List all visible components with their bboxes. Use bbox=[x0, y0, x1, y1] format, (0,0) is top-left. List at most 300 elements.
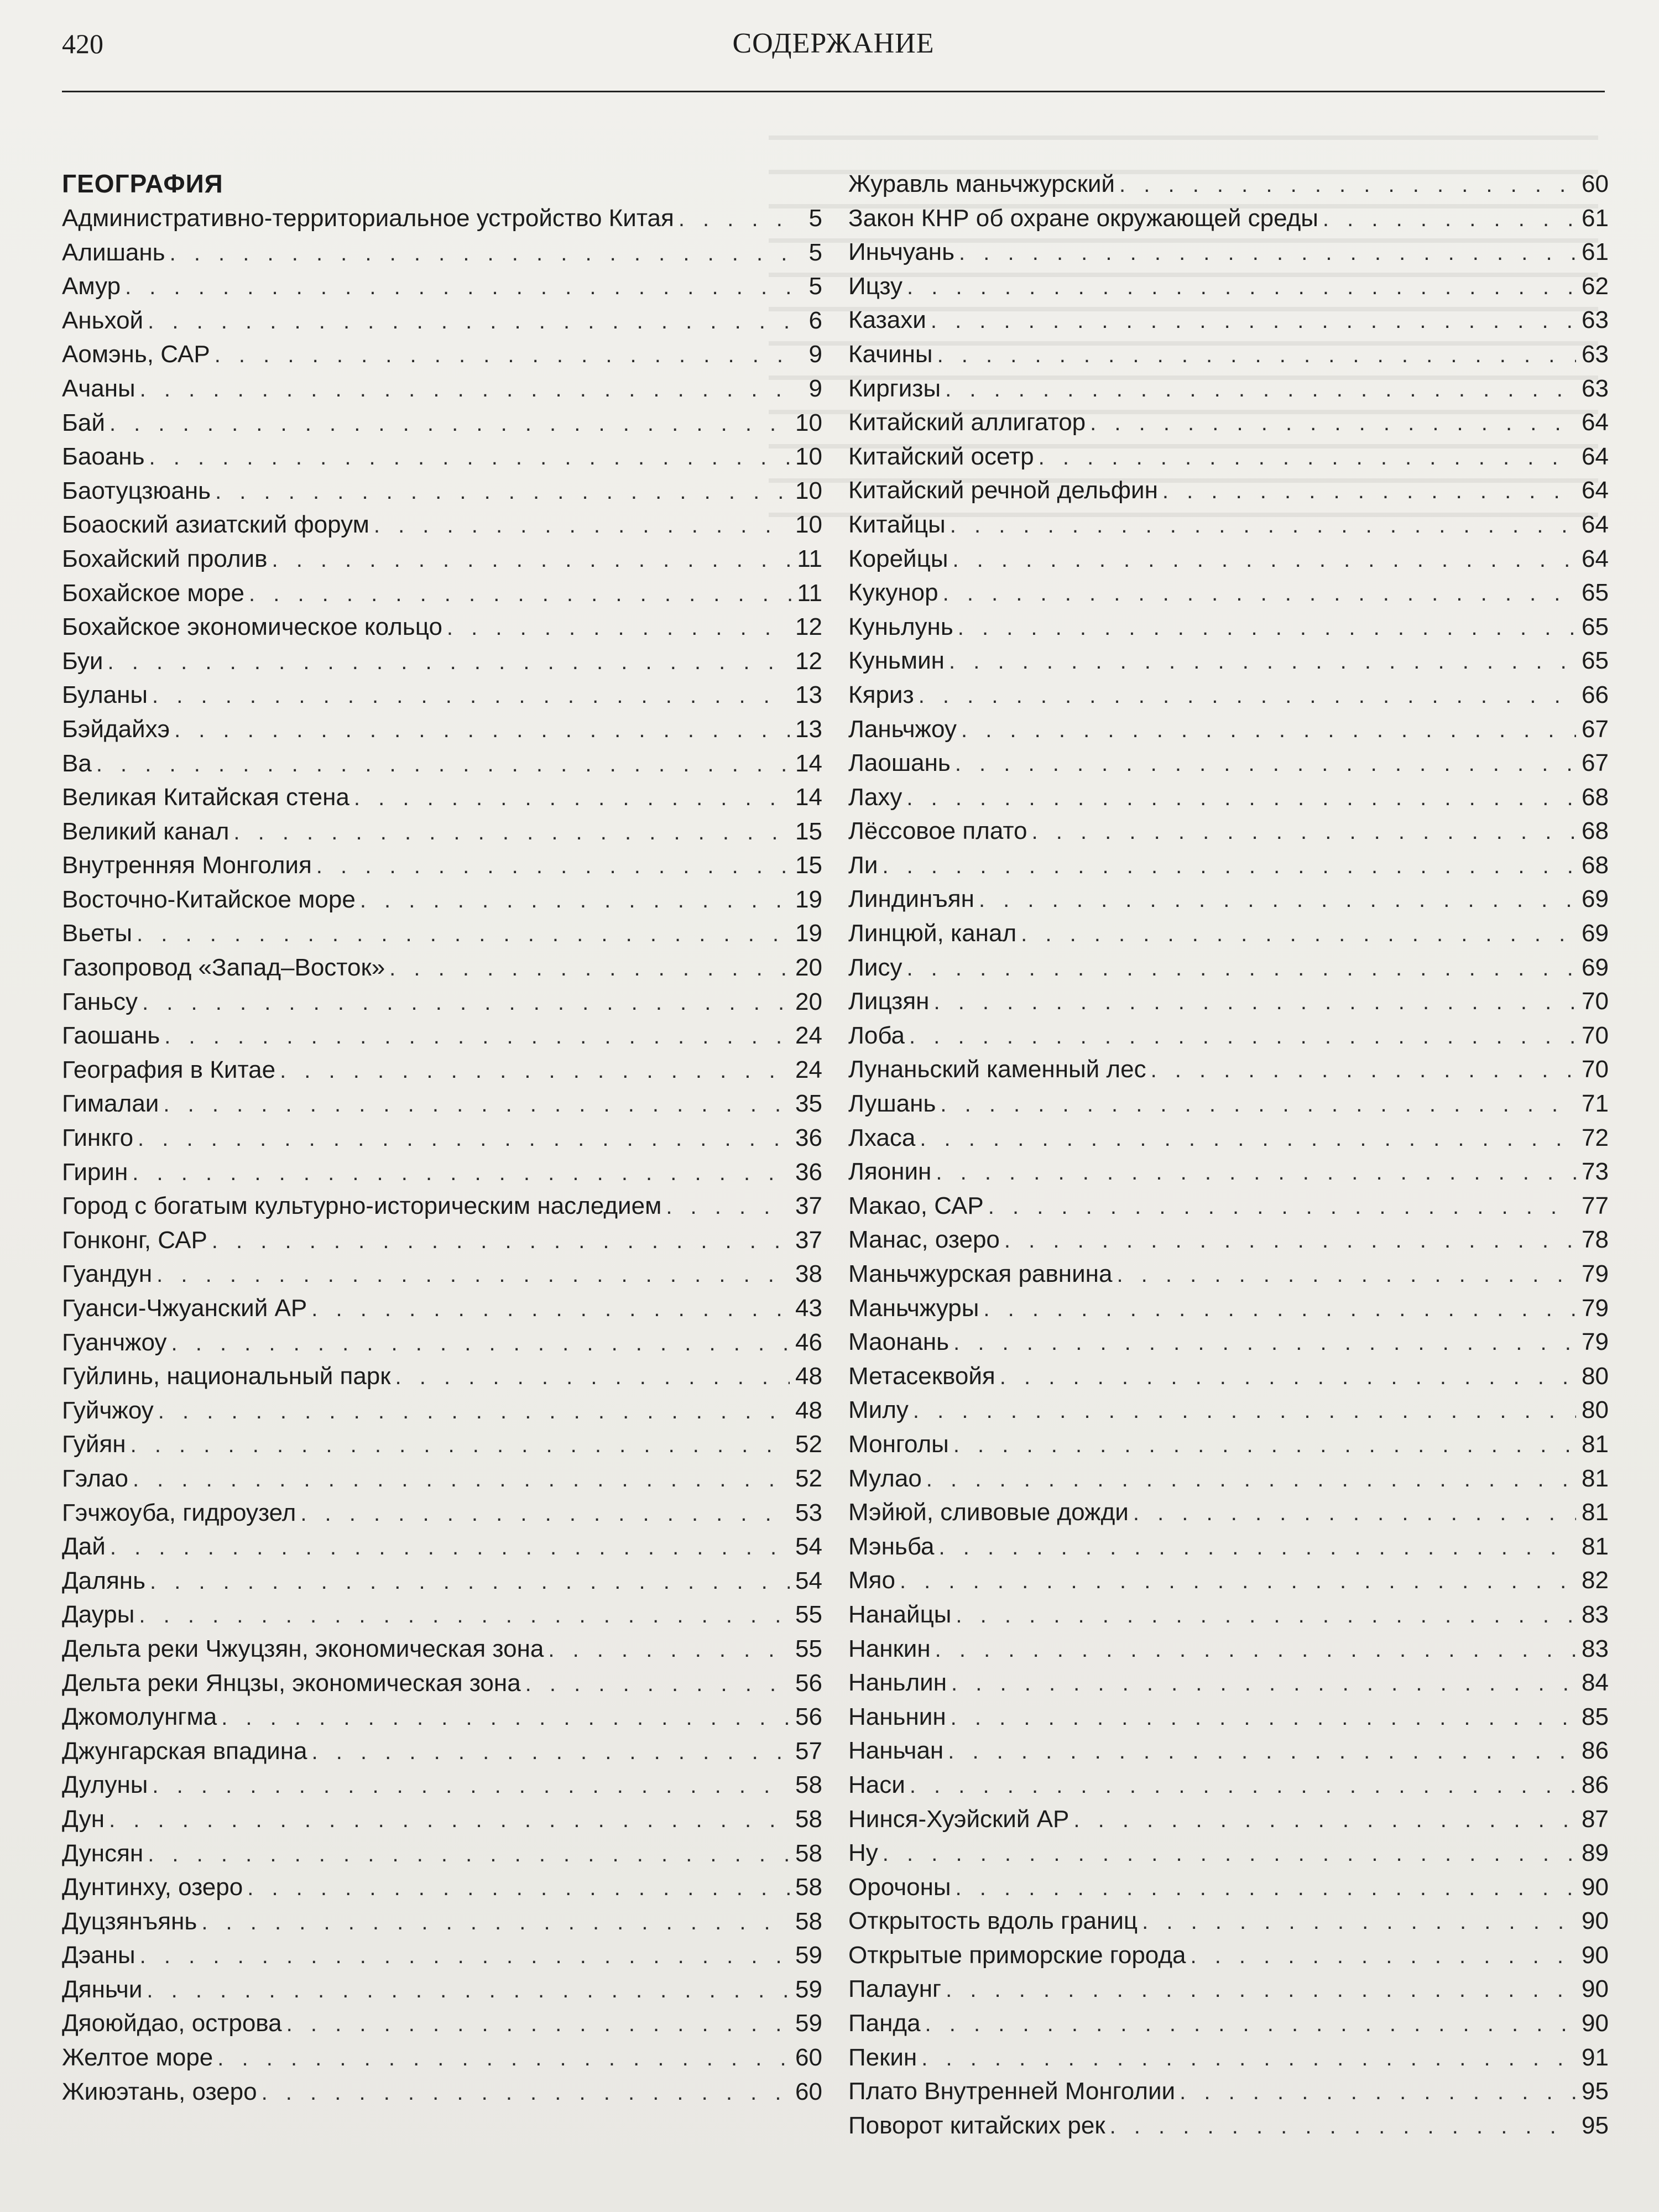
dot-leader bbox=[140, 373, 791, 406]
dot-leader bbox=[149, 441, 790, 474]
toc-entry bbox=[848, 167, 1609, 201]
toc-entry-page: 77 bbox=[1582, 1192, 1609, 1219]
toc-entry-title: Бохайский пролив bbox=[62, 545, 268, 572]
dot-leader bbox=[958, 611, 1576, 644]
dot-leader bbox=[913, 1394, 1576, 1427]
toc-entry-page: 82 bbox=[1582, 1567, 1609, 1594]
toc-entry bbox=[848, 1019, 1609, 1053]
page-number: 420 bbox=[62, 28, 103, 59]
dot-leader bbox=[920, 1122, 1576, 1155]
dot-leader bbox=[131, 1428, 790, 1462]
toc-entry bbox=[848, 1904, 1609, 1938]
toc-entry-page: 10 bbox=[795, 409, 822, 436]
dot-leader bbox=[951, 1701, 1576, 1734]
toc-entry bbox=[848, 1972, 1609, 2006]
toc-entry-page: 9 bbox=[808, 341, 822, 368]
toc-entry bbox=[848, 440, 1609, 474]
toc-entry-page: 38 bbox=[795, 1260, 822, 1288]
toc-entry-page: 67 bbox=[1582, 715, 1609, 743]
toc-entry-page: 90 bbox=[1582, 1941, 1609, 1969]
toc-entry-title: Куньлунь bbox=[848, 613, 953, 640]
toc-entry-title: Город с богатым культурно-историческим наследием bbox=[62, 1192, 662, 1220]
toc-entry bbox=[62, 1870, 822, 1905]
toc-entry-title: Ицзу bbox=[848, 272, 903, 300]
toc-entry-title: Ли bbox=[848, 851, 878, 879]
toc-entry bbox=[848, 1598, 1609, 1632]
dot-leader bbox=[955, 747, 1576, 780]
dot-leader bbox=[952, 543, 1576, 576]
toc-entry bbox=[848, 508, 1609, 542]
toc-entry bbox=[62, 2006, 822, 2041]
toc-entry-page: 37 bbox=[795, 1192, 822, 1220]
toc-entry-title: Дун bbox=[62, 1805, 105, 1833]
toc-entry bbox=[848, 1427, 1609, 1462]
toc-entry-title: Гонконг, САР bbox=[62, 1226, 207, 1254]
toc-entry-page: 68 bbox=[1582, 851, 1609, 879]
toc-entry bbox=[62, 1053, 822, 1087]
toc-entry-page: 63 bbox=[1582, 374, 1609, 402]
toc-entry bbox=[848, 678, 1609, 712]
toc-entry-title: Гэчжоуба, гидроузел bbox=[62, 1499, 296, 1526]
toc-entry bbox=[62, 1973, 822, 2007]
toc-entry-title: Дулуны bbox=[62, 1771, 148, 1799]
dot-leader bbox=[919, 679, 1576, 712]
toc-entry bbox=[848, 882, 1609, 916]
dot-leader bbox=[679, 202, 791, 236]
dot-leader bbox=[1323, 202, 1576, 236]
dot-leader bbox=[988, 1190, 1576, 1223]
dot-leader bbox=[138, 1122, 790, 1155]
toc-entry-page: 58 bbox=[795, 1805, 822, 1833]
dot-leader bbox=[150, 1565, 790, 1598]
dot-leader bbox=[1110, 2110, 1576, 2143]
toc-entry-page: 60 bbox=[795, 2078, 822, 2105]
dot-leader bbox=[1073, 1803, 1576, 1837]
toc-entry bbox=[62, 406, 822, 440]
toc-entry-page: 60 bbox=[1582, 170, 1609, 197]
toc-entry-title: Баоань bbox=[62, 443, 145, 471]
toc-entry bbox=[848, 303, 1609, 337]
toc-entry bbox=[62, 1427, 822, 1462]
toc-entry-page: 56 bbox=[795, 1703, 822, 1731]
toc-entry-page: 19 bbox=[795, 885, 822, 913]
toc-entry bbox=[62, 236, 822, 270]
toc-entry bbox=[62, 1802, 822, 1837]
toc-entry-page: 64 bbox=[1582, 409, 1609, 436]
toc-entry bbox=[848, 2074, 1609, 2109]
toc-entry bbox=[62, 372, 822, 406]
toc-entry-title: Монголы bbox=[848, 1430, 949, 1458]
toc-entry-page: 5 bbox=[808, 205, 822, 232]
toc-entry-page: 91 bbox=[1582, 2043, 1609, 2071]
toc-entry-page: 15 bbox=[795, 852, 822, 879]
toc-entry bbox=[62, 1223, 822, 1258]
dot-leader bbox=[1032, 815, 1577, 848]
toc-entry-title: Нанкин bbox=[848, 1635, 931, 1662]
toc-entry bbox=[848, 1291, 1609, 1326]
toc-entry-title: Киргизы bbox=[848, 374, 941, 402]
toc-entry-page: 69 bbox=[1582, 953, 1609, 981]
dot-leader bbox=[148, 305, 791, 338]
toc-entry-page: 65 bbox=[1582, 613, 1609, 640]
toc-entry-title: Иньчуань bbox=[848, 238, 955, 266]
toc-entry bbox=[848, 814, 1609, 848]
dot-leader bbox=[983, 1292, 1576, 1326]
toc-entry-page: 87 bbox=[1582, 1805, 1609, 1833]
toc-entry-page: 70 bbox=[1582, 1056, 1609, 1083]
toc-entry-title: Желтое море bbox=[62, 2044, 213, 2072]
dot-leader bbox=[907, 270, 1576, 304]
toc-entry-page: 54 bbox=[795, 1567, 822, 1594]
dot-leader bbox=[946, 1973, 1576, 2006]
dot-leader bbox=[937, 338, 1576, 372]
toc-entry-page: 83 bbox=[1582, 1600, 1609, 1628]
toc-entry-title: Лаошань bbox=[848, 749, 951, 777]
toc-entry-page: 73 bbox=[1582, 1158, 1609, 1186]
toc-entry-title: Маньчжуры bbox=[848, 1294, 979, 1322]
toc-entry-title: Лёссовое плато bbox=[848, 817, 1027, 845]
toc-entry-page: 56 bbox=[795, 1669, 822, 1697]
toc-entry-page: 10 bbox=[795, 443, 822, 471]
toc-entry-title: Лхаса bbox=[848, 1124, 916, 1151]
toc-entry bbox=[62, 1530, 822, 1564]
toc-entry-title: Метасеквойя bbox=[848, 1362, 995, 1390]
toc-entry bbox=[62, 644, 822, 679]
toc-entry bbox=[62, 1666, 822, 1700]
toc-entry-page: 59 bbox=[795, 1942, 822, 1969]
toc-entry-page: 90 bbox=[1582, 1907, 1609, 1935]
toc-entry-page: 61 bbox=[1582, 204, 1609, 232]
dot-leader bbox=[286, 2007, 790, 2041]
toc-entry-page: 86 bbox=[1582, 1737, 1609, 1765]
dot-leader bbox=[921, 2042, 1576, 2075]
dot-leader bbox=[110, 1531, 790, 1564]
toc-entry-page: 90 bbox=[1582, 1975, 1609, 2003]
dot-leader bbox=[247, 1871, 790, 1905]
dot-leader bbox=[956, 1871, 1577, 1905]
toc-entry bbox=[848, 610, 1609, 644]
toc-entry-title: Журавль маньчжурский bbox=[848, 170, 1115, 197]
toc-entry-page: 81 bbox=[1582, 1499, 1609, 1526]
dot-leader bbox=[262, 2076, 790, 2109]
toc-entry-title: Лушань bbox=[848, 1090, 936, 1118]
page-header bbox=[62, 22, 1605, 88]
dot-leader bbox=[1000, 1360, 1576, 1394]
dot-leader bbox=[882, 849, 1576, 883]
dot-leader bbox=[1142, 1905, 1576, 1938]
toc-entry-title: Дэаны bbox=[62, 1942, 135, 1969]
toc-entry bbox=[62, 1291, 822, 1326]
toc-entry bbox=[848, 2041, 1609, 2075]
dot-leader bbox=[1117, 1258, 1576, 1291]
toc-entry bbox=[848, 848, 1609, 883]
toc-entry-page: 10 bbox=[795, 477, 822, 504]
toc-entry bbox=[62, 1734, 822, 1768]
toc-entry-title: Ва bbox=[62, 749, 92, 777]
toc-entry-title: Административно-территориальное устройство Китая bbox=[62, 205, 674, 232]
toc-entry-title: Нанайцы bbox=[848, 1600, 952, 1628]
dot-leader bbox=[953, 1326, 1576, 1359]
dot-leader bbox=[938, 1531, 1576, 1564]
dot-leader bbox=[108, 645, 790, 679]
dot-leader bbox=[935, 1633, 1576, 1666]
dot-leader bbox=[548, 1633, 790, 1666]
toc-entry-title: Аомэнь, САР bbox=[62, 341, 210, 368]
toc-entry bbox=[62, 542, 822, 576]
dot-leader bbox=[906, 781, 1576, 815]
toc-entry-title: Дунсян bbox=[62, 1839, 144, 1867]
dot-leader bbox=[147, 1974, 790, 2007]
toc-entry bbox=[62, 440, 822, 474]
toc-entry-page: 84 bbox=[1582, 1669, 1609, 1697]
toc-entry-title: Куньмин bbox=[848, 647, 945, 675]
toc-entry bbox=[848, 644, 1609, 678]
dot-leader bbox=[389, 952, 790, 985]
toc-entry-page: 68 bbox=[1582, 817, 1609, 845]
toc-entry bbox=[62, 1938, 822, 1973]
toc-entry-title: Закон КНР об охране окружающей среды bbox=[848, 204, 1318, 232]
dot-leader bbox=[156, 1258, 790, 1291]
toc-entry bbox=[62, 848, 822, 883]
toc-entry-title: Китайский речной дельфин bbox=[848, 477, 1158, 504]
toc-entry bbox=[62, 1837, 822, 1871]
toc-entry-page: 58 bbox=[795, 1771, 822, 1799]
toc-entry bbox=[848, 1393, 1609, 1427]
toc-entry-title: Великая Китайская стена bbox=[62, 784, 349, 811]
toc-entry-page: 14 bbox=[795, 749, 822, 777]
dot-leader bbox=[316, 849, 790, 883]
dot-leader bbox=[152, 1769, 790, 1802]
dot-leader bbox=[311, 1735, 790, 1768]
toc-entry-title: Наньчан bbox=[848, 1737, 944, 1765]
toc-entry bbox=[848, 984, 1609, 1019]
toc-entry-title: Пекин bbox=[848, 2043, 917, 2071]
toc-entry-page: 64 bbox=[1582, 545, 1609, 572]
toc-entry-title: Казахи bbox=[848, 306, 926, 334]
toc-entry bbox=[62, 337, 822, 372]
toc-entry-title: Дельта реки Чжуцзян, экономическая зона bbox=[62, 1635, 544, 1662]
toc-entry bbox=[848, 1666, 1609, 1700]
toc-entry-title: Макао, САР bbox=[848, 1192, 984, 1219]
toc-entry bbox=[848, 576, 1609, 610]
toc-entry bbox=[62, 576, 822, 611]
toc-entry-title: Гуйчжоу bbox=[62, 1396, 154, 1424]
toc-entry bbox=[62, 508, 822, 542]
toc-entry bbox=[848, 1495, 1609, 1530]
dot-leader bbox=[96, 748, 790, 781]
toc-entry-title: Гималаи bbox=[62, 1090, 159, 1118]
toc-entry bbox=[62, 1462, 822, 1496]
toc-entry bbox=[848, 1359, 1609, 1394]
toc-entry-title: Мулао bbox=[848, 1464, 922, 1492]
toc-entry bbox=[848, 1530, 1609, 1564]
dot-leader bbox=[931, 304, 1576, 337]
toc-entry-title: Китайский аллигатор bbox=[848, 409, 1086, 436]
dot-leader bbox=[360, 884, 790, 917]
toc-entry-page: 11 bbox=[797, 545, 822, 572]
toc-entry-title: Линцюй, канал bbox=[848, 920, 1017, 947]
toc-entry bbox=[62, 1632, 822, 1666]
dot-leader bbox=[1180, 2075, 1576, 2109]
toc-entry bbox=[62, 304, 822, 338]
toc-entry-page: 86 bbox=[1582, 1771, 1609, 1798]
toc-entry-page: 58 bbox=[795, 1839, 822, 1867]
toc-entry-title: Гинкго bbox=[62, 1124, 134, 1152]
dot-leader bbox=[109, 1803, 790, 1837]
toc-entry bbox=[62, 269, 822, 304]
toc-entry-title: Открытые приморские города bbox=[848, 1941, 1186, 1969]
dot-leader bbox=[171, 1327, 790, 1360]
dot-leader bbox=[132, 1156, 790, 1190]
toc-entry-title: Гаошань bbox=[62, 1022, 160, 1050]
dot-leader bbox=[926, 1463, 1576, 1496]
toc-entry-page: 36 bbox=[795, 1124, 822, 1152]
toc-entry-page: 20 bbox=[795, 988, 822, 1015]
dot-leader bbox=[945, 373, 1576, 406]
toc-entry bbox=[848, 235, 1609, 269]
toc-entry bbox=[848, 1325, 1609, 1359]
toc-entry-page: 52 bbox=[795, 1464, 822, 1492]
toc-entry bbox=[62, 1564, 822, 1598]
toc-entry-page: 65 bbox=[1582, 579, 1609, 607]
toc-entry-title: Джунгарская впадина bbox=[62, 1737, 307, 1765]
toc-entry-page: 60 bbox=[795, 2044, 822, 2072]
toc-entry-title: Ну bbox=[848, 1839, 878, 1867]
toc-entry-page: 24 bbox=[795, 1056, 822, 1083]
dot-leader bbox=[158, 1395, 790, 1428]
toc-entry-title: Аньхой bbox=[62, 306, 144, 334]
dot-leader bbox=[125, 270, 791, 304]
toc-entry bbox=[848, 712, 1609, 747]
toc-entry bbox=[62, 1189, 822, 1223]
toc-entry-title: Наньлин bbox=[848, 1669, 947, 1697]
toc-entry-page: 59 bbox=[795, 2010, 822, 2037]
toc-entry-page: 55 bbox=[795, 1635, 822, 1662]
toc-entry-title: Качины bbox=[848, 340, 933, 368]
toc-entry-page: 64 bbox=[1582, 510, 1609, 538]
toc-entry-title: Гуйян bbox=[62, 1431, 126, 1458]
dot-leader bbox=[1119, 168, 1576, 201]
dot-leader bbox=[374, 509, 790, 542]
toc-entry-title: Далянь bbox=[62, 1567, 145, 1594]
toc-entry-title: Наньнин bbox=[848, 1703, 946, 1730]
toc-entry-page: 5 bbox=[808, 238, 822, 266]
toc-entry-title: Гуйлинь, национальный парк bbox=[62, 1363, 391, 1390]
dot-leader bbox=[943, 577, 1576, 610]
toc-entry bbox=[62, 2041, 822, 2075]
toc-entry bbox=[848, 1189, 1609, 1223]
toc-entry bbox=[848, 1462, 1609, 1496]
toc-entry-page: 70 bbox=[1582, 988, 1609, 1015]
dot-leader bbox=[940, 1088, 1576, 1121]
dot-leader bbox=[233, 816, 790, 849]
toc-entry bbox=[848, 372, 1609, 406]
toc-entry-page: 63 bbox=[1582, 306, 1609, 334]
toc-entry-page: 80 bbox=[1582, 1396, 1609, 1424]
toc-entry bbox=[848, 1836, 1609, 1870]
toc-entry-title: Гуанчжоу bbox=[62, 1328, 167, 1356]
dot-leader bbox=[961, 713, 1576, 747]
dot-leader bbox=[280, 1054, 790, 1087]
toc-entry-page: 48 bbox=[795, 1396, 822, 1424]
toc-entry bbox=[62, 1087, 822, 1121]
dot-leader bbox=[212, 1224, 790, 1258]
dot-leader bbox=[666, 1190, 790, 1223]
section-heading: ГЕОГРАФИЯ bbox=[62, 169, 223, 198]
toc-entry-page: 19 bbox=[795, 920, 822, 947]
running-title: СОДЕРЖАНИЕ bbox=[732, 28, 935, 59]
dot-leader bbox=[148, 1838, 790, 1871]
toc-entry bbox=[62, 1121, 822, 1155]
toc-entry-title: Гуандун bbox=[62, 1260, 153, 1288]
toc-entry bbox=[848, 405, 1609, 440]
dot-leader bbox=[953, 1428, 1576, 1462]
toc-entry bbox=[848, 1155, 1609, 1189]
toc-entry-page: 37 bbox=[795, 1226, 822, 1254]
dot-leader bbox=[900, 1564, 1576, 1598]
dot-leader bbox=[300, 1497, 790, 1530]
toc-entry bbox=[62, 1257, 822, 1291]
toc-entry-page: 58 bbox=[795, 1874, 822, 1901]
toc-entry bbox=[848, 1632, 1609, 1666]
toc-entry bbox=[62, 883, 822, 917]
toc-entry-title: Вьеты bbox=[62, 920, 133, 947]
toc-entry-title: Мэньба bbox=[848, 1532, 935, 1560]
toc-entry bbox=[848, 1087, 1609, 1121]
toc-entry bbox=[848, 951, 1609, 985]
toc-entry-page: 12 bbox=[795, 647, 822, 675]
toc-entry-page: 70 bbox=[1582, 1021, 1609, 1049]
toc-right-list bbox=[848, 167, 1609, 2142]
dot-leader bbox=[163, 1088, 790, 1121]
toc-entry bbox=[848, 1121, 1609, 1155]
toc-entry bbox=[62, 1700, 822, 1734]
toc-entry bbox=[62, 1496, 822, 1530]
toc-entry bbox=[62, 474, 822, 508]
toc-entry bbox=[848, 337, 1609, 372]
toc-entry-page: 64 bbox=[1582, 442, 1609, 470]
dot-leader bbox=[525, 1667, 790, 1700]
toc-entry-page: 68 bbox=[1582, 783, 1609, 811]
dot-leader bbox=[215, 338, 791, 372]
toc-entry-title: Внутренняя Монголия bbox=[62, 852, 312, 879]
toc-entry-title: Линдинъян bbox=[848, 885, 974, 913]
toc-entry-page: 81 bbox=[1582, 1532, 1609, 1560]
toc-entry-title: Ачаны bbox=[62, 374, 135, 402]
toc-entry-page: 55 bbox=[795, 1601, 822, 1629]
toc-entry bbox=[62, 2075, 822, 2109]
toc-entry bbox=[848, 1700, 1609, 1734]
dot-leader bbox=[949, 645, 1576, 678]
toc-entry-page: 36 bbox=[795, 1158, 822, 1186]
toc-entry bbox=[62, 815, 822, 849]
dot-leader bbox=[1162, 474, 1576, 508]
toc-entry-page: 69 bbox=[1582, 885, 1609, 913]
dot-leader bbox=[139, 1599, 790, 1632]
toc-entry-title: Дунтинху, озеро bbox=[62, 1874, 243, 1901]
toc-entry bbox=[848, 473, 1609, 508]
toc-entry-title: Ганьсу bbox=[62, 988, 138, 1015]
toc-entry bbox=[848, 1223, 1609, 1257]
toc-entry-page: 63 bbox=[1582, 340, 1609, 368]
toc-entry-title: Манас, озеро bbox=[848, 1226, 1000, 1254]
toc-entry-title: Палаунг bbox=[848, 1975, 942, 2003]
toc-entry bbox=[62, 916, 822, 951]
toc-entry-title: Алишань bbox=[62, 238, 165, 266]
toc-entry-page: 80 bbox=[1582, 1362, 1609, 1390]
dot-leader bbox=[979, 883, 1576, 916]
dot-leader bbox=[950, 509, 1576, 542]
